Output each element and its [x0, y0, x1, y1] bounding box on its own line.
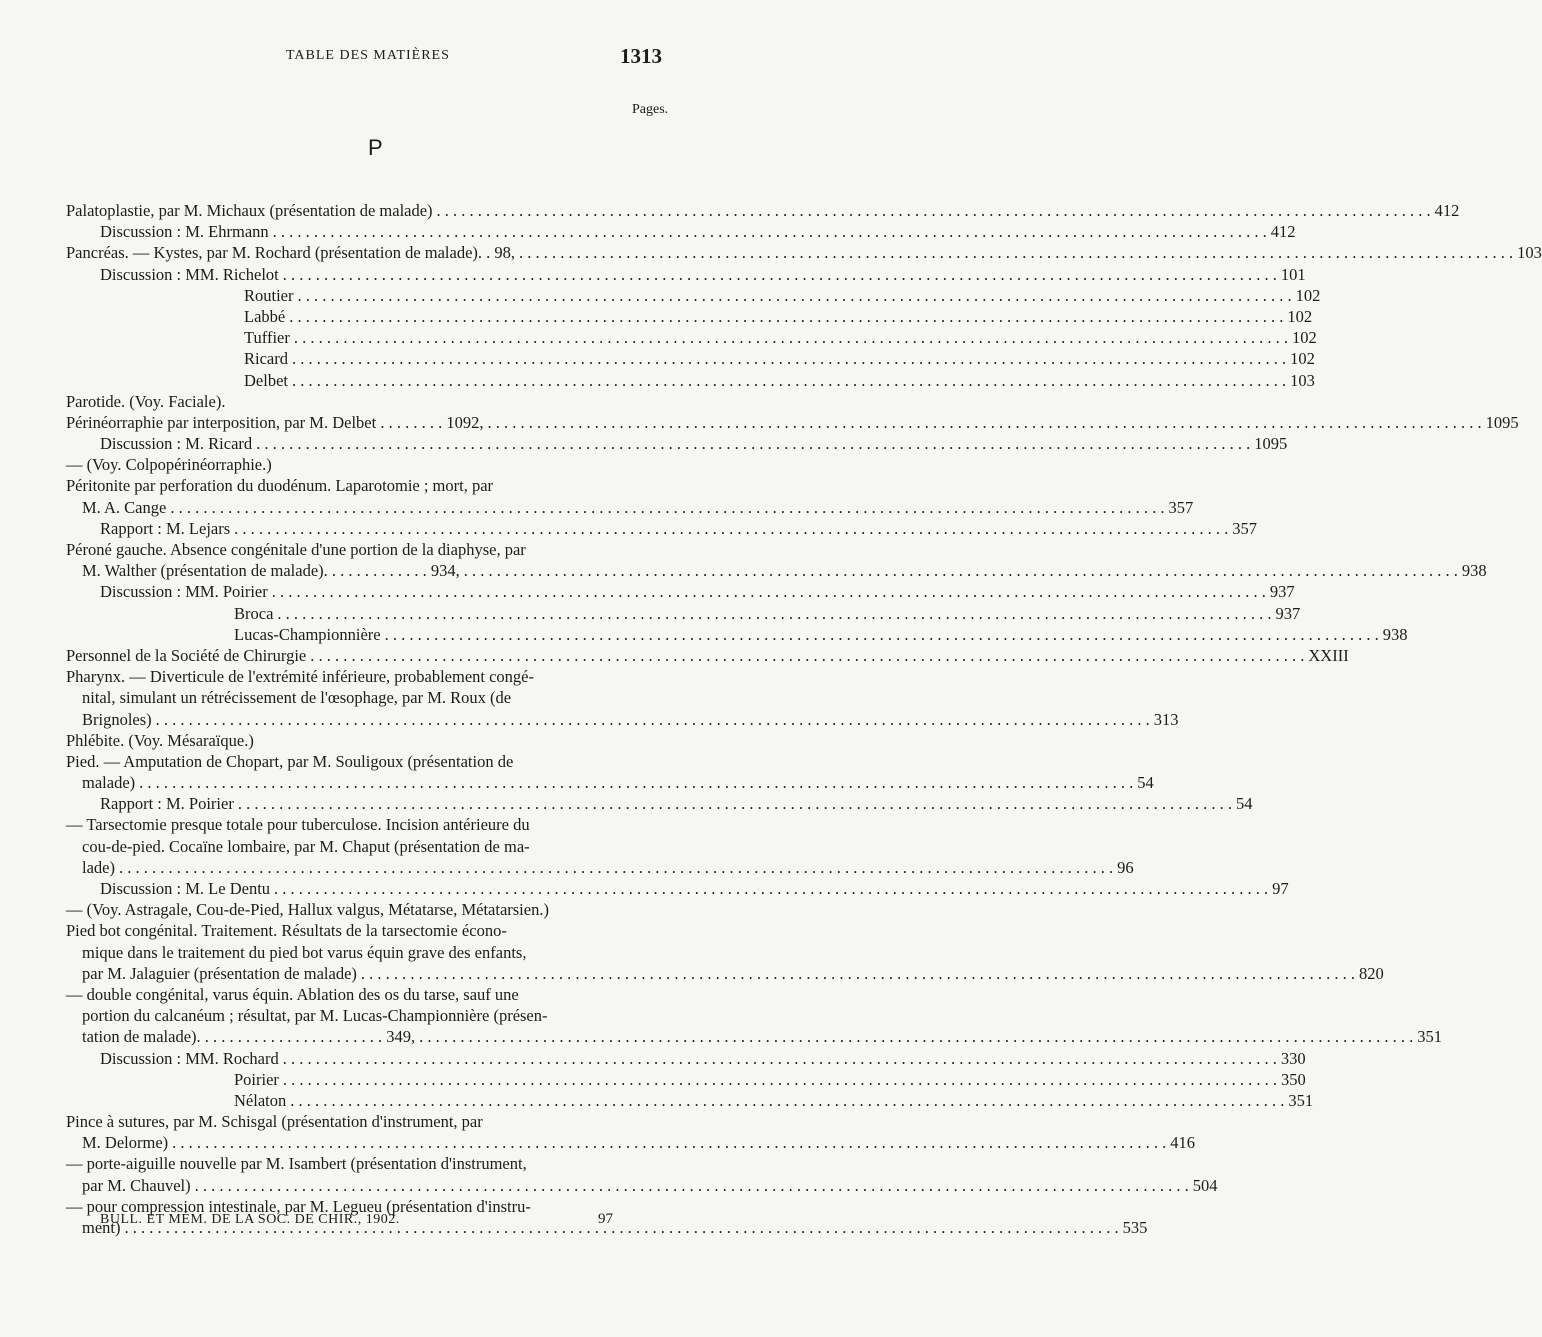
section-letter: P — [368, 135, 383, 160]
entry-page-number: 938 — [1461, 561, 1487, 581]
running-header-title: TABLE DES MATIÈRES — [286, 48, 450, 63]
index-entry — [66, 899, 680, 920]
index-entry — [66, 1132, 1196, 1153]
index-entry — [66, 751, 680, 772]
dot-leader — [277, 603, 1271, 624]
index-entry — [66, 984, 680, 1005]
entry-text: Discussion : MM. Poirier — [100, 582, 268, 602]
index-entry — [66, 963, 1384, 984]
entry-page-number: 54 — [1137, 773, 1154, 793]
entry-text: Rapport : M. Lejars — [100, 518, 231, 538]
index-entry — [66, 1005, 680, 1026]
dot-leader — [283, 1069, 1277, 1090]
entry-text: Péritonite par perforation du duodénum. Laparotomie ; mort, par — [66, 476, 494, 496]
index-entry — [66, 1069, 1306, 1090]
index-entry — [66, 793, 1253, 814]
index-entry — [66, 475, 680, 496]
entry-text: Parotide. (Voy. Faciale). — [66, 391, 226, 411]
entry-page-number: 101 — [1280, 264, 1306, 284]
entry-page-number: 330 — [1280, 1048, 1306, 1068]
index-entry — [66, 306, 1313, 327]
entry-text: Péroné gauche. Absence congénitale d'une portion de la diaphyse, par — [66, 540, 526, 559]
entry-text: — pour compression intestinale, par M. Legueu (présentation d'instru- — [66, 1196, 531, 1216]
entry-text: Personnel de la Société de Chirurgie — [66, 645, 307, 665]
index-entry — [66, 242, 1542, 263]
entry-text: ment) — [82, 1218, 121, 1237]
entry-page-number: XXIII — [1308, 645, 1349, 665]
entry-text: M. A. Cange — [82, 497, 167, 517]
dot-leader — [274, 878, 1268, 899]
dot-leader — [294, 327, 1288, 348]
dot-leader — [256, 433, 1250, 454]
entry-text: Périnéorraphie par interposition, par M. Delbet . . . . . . . . 1092, — [66, 412, 484, 432]
entry-text: Pied. — Amputation de Chopart, par M. Souligoux (présentation de — [66, 751, 514, 771]
entry-page-number: 937 — [1269, 582, 1295, 602]
index-entry — [66, 454, 680, 475]
entry-page-number: 102 — [1295, 285, 1321, 305]
index-entry — [66, 920, 680, 941]
entry-page-number: 103 — [1517, 243, 1542, 263]
dot-leader — [273, 221, 1267, 242]
entry-text: portion du calcanéum ; résultat, par M. Lucas-Championnière (présen- — [82, 1006, 548, 1026]
entry-text: Discussion : M. Ricard — [100, 434, 253, 454]
entry-text: Nélaton — [234, 1090, 287, 1110]
index-entry — [66, 836, 680, 857]
entry-text: Palatoplastie, par M. Michaux (présentation de malade) — [66, 201, 433, 220]
entry-text: Pince à sutures, par M. Schisgal (présentation d'instrument, par — [66, 1112, 483, 1132]
dot-leader — [519, 242, 1513, 263]
entry-text: Phlébite. (Voy. Mésaraïque.) — [66, 730, 254, 750]
dot-leader — [298, 285, 1292, 306]
dot-leader — [119, 857, 1113, 878]
dot-leader — [487, 412, 1481, 433]
index-entry — [66, 539, 680, 560]
index-entry — [66, 497, 1194, 518]
dot-leader — [289, 306, 1283, 327]
entry-page-number: 102 — [1290, 349, 1315, 369]
dot-leader — [292, 348, 1286, 369]
entry-page-number: 96 — [1117, 857, 1134, 877]
dot-leader — [172, 1132, 1166, 1153]
dot-leader — [310, 645, 1304, 666]
dot-leader — [419, 1026, 1413, 1047]
entry-page-number: 351 — [1288, 1090, 1314, 1110]
entry-text: par M. Jalaguier (présentation de malade) — [82, 963, 357, 983]
dot-leader — [170, 497, 1164, 518]
entry-text: Discussion : M. Le Dentu — [100, 879, 271, 898]
entry-text: Tuffier — [244, 328, 290, 348]
entry-page-number: 1095 — [1254, 434, 1288, 454]
entry-page-number: 504 — [1192, 1175, 1218, 1195]
entry-page-number: 350 — [1281, 1069, 1306, 1089]
dot-leader — [437, 200, 1431, 221]
entry-page-number: 54 — [1235, 794, 1253, 814]
index-entry — [66, 730, 680, 751]
index-entry — [66, 285, 1321, 306]
dot-leader — [292, 370, 1286, 391]
index-entry — [66, 942, 680, 963]
entry-page-number: 820 — [1359, 963, 1384, 983]
dot-leader — [290, 1090, 1284, 1111]
entry-text: M. Walther (présentation de malade). . . . . . . . . . . . . 934, — [82, 561, 460, 581]
index-entry — [66, 370, 1315, 391]
dot-leader — [283, 264, 1277, 285]
index-entry — [66, 1026, 1443, 1047]
index-entry — [66, 814, 680, 835]
index-entry — [66, 433, 1288, 454]
entry-text: Lucas-Championnière — [234, 624, 381, 644]
dot-leader — [195, 1175, 1189, 1196]
entry-text: Delbet — [244, 370, 288, 390]
index-entry — [66, 348, 1315, 369]
dot-leader — [234, 518, 1228, 539]
entry-page-number: 1095 — [1485, 412, 1519, 432]
index-entry — [66, 560, 1487, 581]
entry-page-number: 357 — [1168, 497, 1194, 517]
index-entry — [66, 878, 1289, 899]
index-entry — [66, 1175, 1218, 1196]
dot-leader — [464, 560, 1458, 581]
entry-text: Broca — [234, 603, 274, 623]
dot-leader — [156, 709, 1150, 730]
index-entry — [66, 1153, 680, 1174]
entry-text: Rapport : M. Poirier — [100, 794, 234, 814]
entry-page-number: 412 — [1270, 222, 1296, 242]
entry-text: Pied bot congénital. Traitement. Résultats de la tarsectomie écono- — [66, 921, 507, 941]
entry-page-number: 938 — [1382, 624, 1408, 644]
index-entry — [66, 327, 1317, 348]
index-entry — [66, 412, 1519, 433]
entry-text: Discussion : MM. Rochard — [100, 1048, 279, 1068]
index-entry — [66, 221, 1296, 242]
pages-column-label: Pages. — [632, 102, 669, 117]
index-entry — [66, 666, 680, 687]
entry-text: M. Delorme) — [82, 1133, 169, 1153]
index-entry — [66, 772, 1154, 793]
entry-text: par M. Chauvel) — [82, 1175, 191, 1195]
entry-page-number: 357 — [1232, 518, 1258, 538]
index-entry — [66, 264, 1306, 285]
index-entry — [66, 581, 1295, 602]
index-entry — [66, 645, 1349, 666]
entry-page-number: 313 — [1153, 709, 1179, 729]
dot-leader — [272, 581, 1266, 602]
entry-text: — porte-aiguille nouvelle par M. Isambert (présentation d'instrument, — [66, 1154, 527, 1174]
entry-text: Brignoles) — [82, 709, 152, 729]
index-entry — [66, 709, 1179, 730]
entry-text: tation de malade). . . . . . . . . . . . . . . . . . . . . . . 349, — [82, 1027, 416, 1047]
entry-page-number: 97 — [1272, 879, 1289, 898]
entry-text: — double congénital, varus équin. Ablation des os du tarse, sauf une — [66, 984, 519, 1004]
entry-page-number: 937 — [1275, 603, 1301, 623]
footer-journal: BULL. ET MÉM. DE LA SOC. DE CHIR., 1902. — [100, 1212, 400, 1227]
footer-sheet-number: 97 — [598, 1211, 613, 1227]
index-entry — [66, 857, 1134, 878]
page-number: 1313 — [620, 44, 662, 68]
entry-text: — Tarsectomie presque totale pour tuberculose. Incision antérieure du — [66, 815, 530, 835]
entry-page-number: 103 — [1290, 370, 1315, 390]
entry-text: lade) — [82, 857, 115, 877]
entry-text: Pancréas. — Kystes, par M. Rochard (présentation de malade). . 98, — [66, 243, 516, 263]
index-entry — [66, 1111, 680, 1132]
entry-text: nital, simulant un rétrécissement de l'œsophage, par M. Roux (de — [82, 688, 512, 708]
dot-leader — [361, 963, 1355, 984]
entry-text: Discussion : MM. Richelot — [100, 264, 279, 284]
index-entry — [66, 603, 1301, 624]
dot-leader — [139, 772, 1133, 793]
entry-text: Ricard — [244, 349, 288, 369]
entry-text: Pharynx. — Diverticule de l'extrémité inférieure, probablement congé- — [66, 667, 535, 687]
entry-text: — (Voy. Colpopérinéorraphie.) — [66, 455, 272, 475]
entry-text: malade) — [82, 773, 136, 793]
entry-text: mique dans le traitement du pied bot varus équin grave des enfants, — [82, 942, 527, 962]
entry-text: cou-de-pied. Cocaïne lombaire, par M. Chaput (présentation de ma- — [82, 836, 530, 856]
entry-page-number: 102 — [1287, 306, 1313, 326]
index-entry — [66, 391, 680, 412]
index-entry — [66, 200, 1460, 221]
index-entry — [66, 1048, 1306, 1069]
entry-text: Poirier — [234, 1069, 279, 1089]
entry-text: Labbé — [244, 306, 286, 326]
entry-page-number: 102 — [1291, 328, 1317, 348]
index-entries — [66, 200, 1542, 1238]
entry-text: — (Voy. Astragale, Cou-de-Pied, Hallux valgus, Métatarse, Métatarsien.) — [66, 900, 549, 920]
dot-leader — [385, 624, 1379, 645]
index-entry — [66, 624, 1408, 645]
dot-leader — [238, 793, 1232, 814]
entry-page-number: 351 — [1417, 1027, 1443, 1047]
index-entry — [66, 687, 680, 708]
entry-text: Routier — [244, 285, 294, 305]
index-entry — [66, 1090, 1314, 1111]
entry-page-number: 535 — [1122, 1218, 1148, 1237]
entry-page-number: 412 — [1434, 201, 1460, 220]
dot-leader — [283, 1048, 1277, 1069]
entry-text: Discussion : M. Ehrmann — [100, 222, 269, 242]
index-entry — [66, 518, 1258, 539]
entry-page-number: 416 — [1170, 1133, 1196, 1153]
